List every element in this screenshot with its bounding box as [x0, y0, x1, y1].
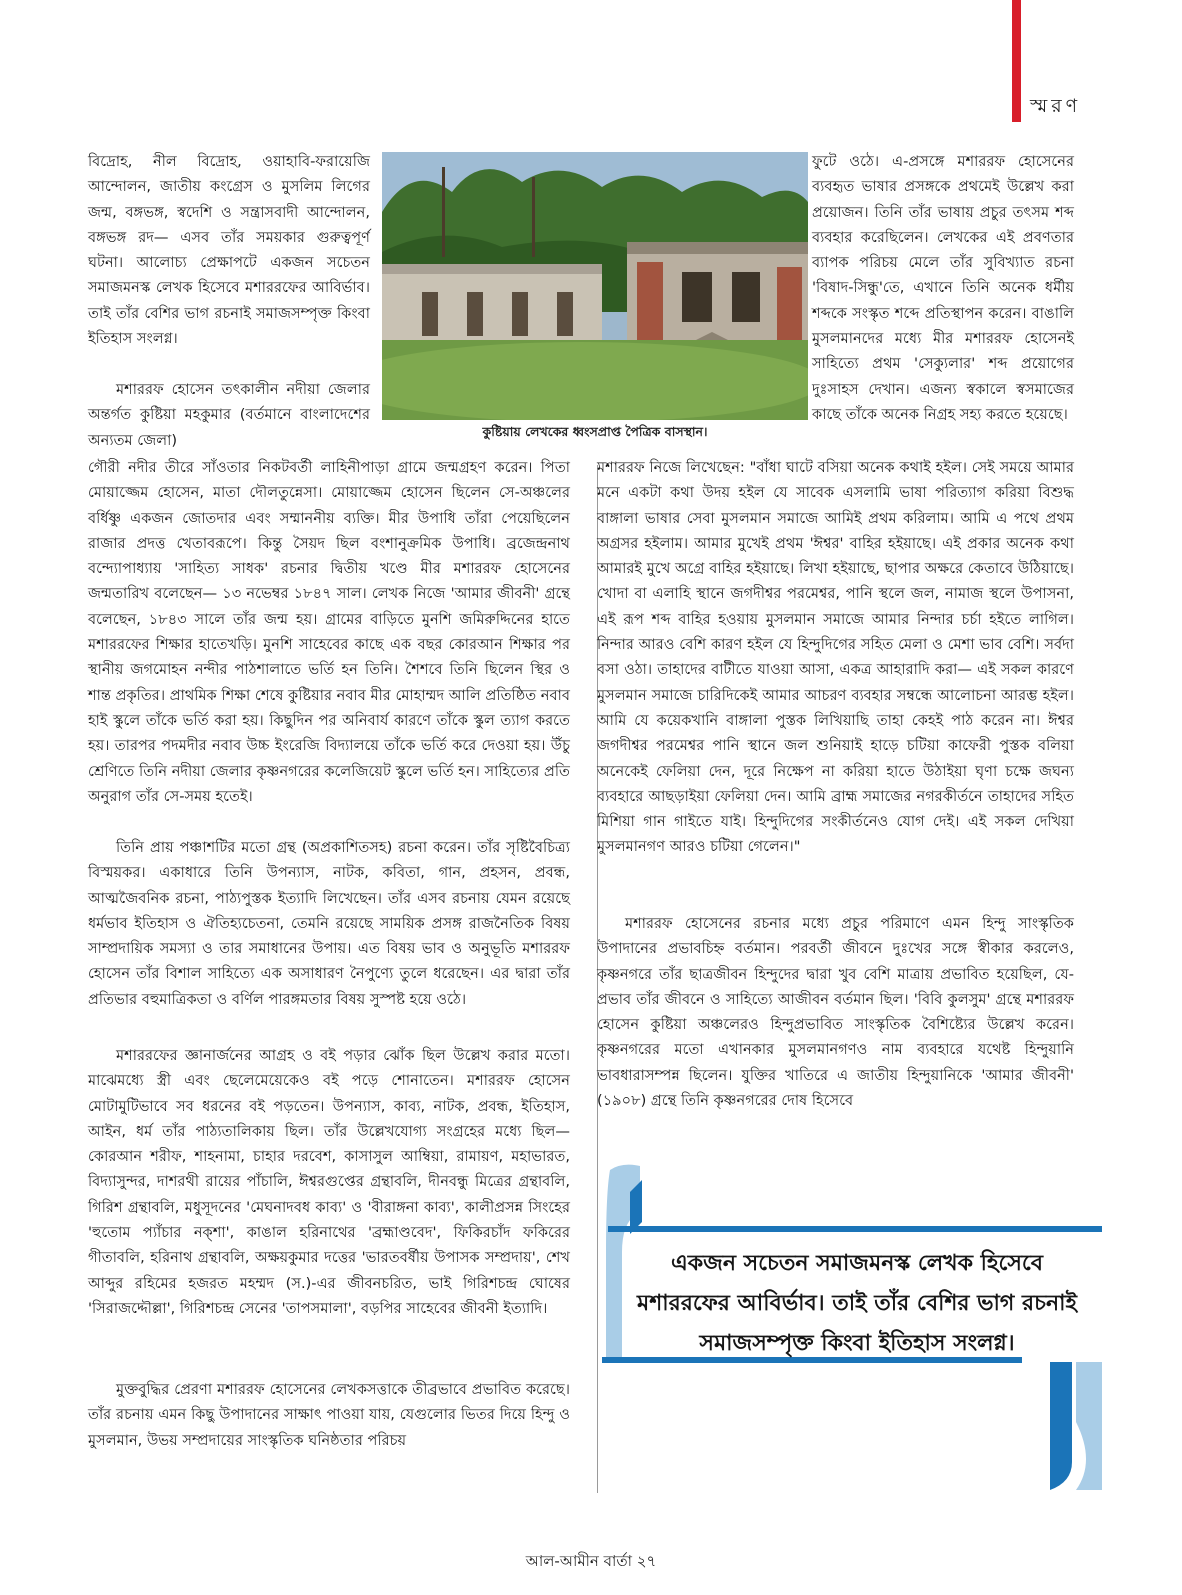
col1-paragraph-5: মুক্তবুদ্ধির প্রেরণা মশাররফ হোসেনের লেখকসত্তাকে তীব্রভাবে প্রভাবিত করেছে। তাঁর রচনায় এমন কিছু উপাদানের সাক্ষাৎ পাওয়া যায়, যেগুলোর ভিতর দিয়ে হিন্দু ও মুসলমান, উভয় সম্প্রদায়ের সাংস্কৃতিক ঘনিষ্ঠতার পরিচয়: [88, 1381, 570, 1449]
pull-quote: [602, 1162, 1100, 1492]
section-color-bar: [1012, 0, 1021, 122]
section-label: স্মরণ: [1030, 95, 1082, 117]
col1-paragraph-4: মশাররফের জ্ঞানার্জনের আগ্রহ ও বই পড়ার ঝোঁক ছিল উল্লেখ করার মতো। মাঝেমধ্যে স্ত্রী এবং ছেলেমেয়েকেও বই পড়ে শোনাতেন। মশাররফ হোসেন মোটামুটিভাবে সব ধরনের বই পড়তেন। উপন্যাস, কাব্য, নাটক, প্রবন্ধ, ইতিহাস, আইন, ধর্ম তাঁর পাঠ্যতালিকায় ছিল। তাঁর উল্লেখযোগ্য সংগ্রহের মধ্যে ছিল— কোরআন শরীফ, শাহনামা, চাহার দরবেশ, কাসাসুল আম্বিয়া, রামায়ণ, মহাভারত, বিদ্যাসুন্দর, দাশরথী রায়ের পাঁচালি, ঈশ্বরগুপ্তের গ্রন্থাবলি, দীনবন্ধু মিত্রের গ্রন্থাবলি, গিরিশ গ্রন্থাবলি, মধুসূদনের 'মেঘনাদবধ কাব্য' ও 'বীরাঙ্গনা কাব্য', কালীপ্রসন্ন সিংহের 'হুতোম প্যাঁচার নক্শা', কাঙাল হরিনাথের 'ব্রহ্মাণ্ডবেদ', ফিকিরচাঁদ ফকিরের গীতাবলি, হরিনাথ গ্রন্থাবলি, অক্ষয়কুমার দত্তের 'ভারতবর্ষীয় উপাসক সম্প্রদায়', শেখ আব্দুর রহিমের হজরত মহম্মদ (স.)-এর জীবনচরিত, ভাই গিরিশচন্দ্র ঘোষের 'সিরাজদ্দৌল্লা', গিরিশচন্দ্র সেনের 'তাপসমালা', বড়পির সাহেবের জীবনী ইত্যাদি।: [88, 1047, 570, 1317]
col1-paragraph-1: বিদ্রোহ, নীল বিদ্রোহ, ওয়াহাবি-ফরায়েজি আন্দোলন, জাতীয় কংগ্রেস ও মুসলিম লিগের জন্ম, বঙ্গভঙ্গ, স্বদেশি ও সন্ত্রাসবাদী আন্দোলন, বঙ্গভঙ্গ রদ— এসব তাঁর সময়কার গুরুত্বপূর্ণ ঘটনা। আলোচ্য প্রেক্ষাপটে একজন সচেতন সমাজমনস্ক লেখক হিসেবে মশাররফের আবির্ভাব। তাই তাঁর বেশির ভাগ রচনাই সমাজসম্পৃক্ত কিংবা ইতিহাস সংলগ্ন।: [88, 153, 370, 348]
page-footer: আল-আমীন বার্তা ২৭: [525, 1552, 657, 1570]
col2-paragraph-2: মশাররফ নিজে লিখেছেন: "বাঁধা ঘাটে বসিয়া অনেক কথাই হইল। সেই সময়ে আমার মনে একটা কথা উদয় হইল যে সাবেক এসলামি ভাষা পরিত্যাগ করিয়া বিশুদ্ধ বাঙ্গালা ভাষার সেবা মুসলমান সমাজে আমিই প্রথম করিলাম। আমি এ পথে প্রথম অগ্রসর হইলাম। আমার মুখেই প্রথম 'ঈশ্বর' বাহির হইয়াছে। এই প্রকার অনেক কথা আমারই মুখে অগ্রে বাহির হইয়াছে। লিখা হইয়াছে, ছাপার অক্ষরে কেতাবে উঠিয়াছে। খোদা বা এলাহি স্থানে জগদীশ্বর পরমেশ্বর, পানি স্থলে জল, নামাজ স্থলে উপাসনা, এই রূপ শব্দ বাহির হওয়ায় মুসলমান সমাজে আমার নিন্দার চর্চা হইতে লাগিল। নিন্দার আরও বেশি কারণ হইল যে হিন্দুদিগের সহিত মেলা ও মেশা ভাব বেশি। সর্বদা বসা ওঠা। তাহাদের বাটীতে যাওয়া আসা, একত্র আহারাদি করা— এই সকল কারণে মুসলমান সমাজে চারিদিকেই আমার আচরণ ব্যবহার সম্বন্ধে আলোচনা আরম্ভ হইল। আমি যে কয়েকখানি বাঙ্গালা পুস্তক লিখিয়াছি তাহা কেহই পাঠ করেন না। ঈশ্বর জগদীশ্বর পরমেশ্বর পানি স্থানে জল শুনিয়াই হাড়ে চটিয়া কাফেরী পুস্তক বলিয়া অনেকেই ফেলিয়া দেন, দূরে নিক্ষেপ না করিয়া হাতে উঠাইয়া ঘৃণা চক্ষে জঘন্য ব্যবহারে আছড়াইয়া ফেলিয়া দেন। আমি ব্রাহ্ম সমাজের নগরকীর্তনে তাহাদের সহিত মিশিয়া গান গাইতে যাই। হিন্দুদিগের সংকীর্তনেও যোগ দেই। এই সকল দেখিয়া মুসলমানগণ আরও চটিয়া গেলেন।": [597, 459, 1074, 856]
col1-paragraph-2-start: মশাররফ হোসেন তৎকালীন নদীয়া জেলার অন্তর্গত কুষ্টিয়া মহকুমার (বর্তমানে বাংলাদেশের অন্যতম জেলা): [88, 381, 370, 449]
col2-paragraph-1: ফুটে ওঠে। এ-প্রসঙ্গে মশাররফ হোসেনের ব্যবহৃত ভাষার প্রসঙ্গকে প্রথমেই উল্লেখ করা প্রয়োজন। তিনি তাঁর ভাষায় প্রচুর তৎসম শব্দ ব্যবহার করেছিলেন। লেখকের এই প্রবণতার ব্যাপক পরিচয় মেলে তাঁর সুবিখ্যাত রচনা 'বিষাদ-সিন্ধু'তে, এখানে তিনি অনেক ধর্মীয় শব্দকে সংস্কৃত শব্দে প্রতিস্থাপন করেন। বাঙালি মুসলমানদের মধ্যে মীর মশাররফ হোসেনই সাহিত্যে প্রথম 'সেক্যুলার' শব্দ প্রয়োগের দুঃসাহস দেখান। এজন্য স্বকালে স্বসমাজের কাছে তাঁকে অনেক নিগ্রহ সহ্য করতে হয়েছে।: [812, 153, 1074, 423]
photo-caption: কুষ্টিয়ায় লেখকের ধ্বংসপ্রাপ্ত পৈত্রিক বাসস্থান।: [482, 424, 708, 439]
col2-paragraph-3: মশাররফ হোসেনের রচনার মধ্যে প্রচুর পরিমাণে এমন হিন্দু সাংস্কৃতিক উপাদানের প্রভাবচিহ্ন বর্তমান। পরবর্তী জীবনে দুঃখের সঙ্গে স্বীকার করলেও, কৃষ্ণনগরে তাঁর ছাত্রজীবন হিন্দুদের দ্বারা খুব বেশি মাত্রায় প্রভাবিত হয়েছিল, যে-প্রভাব তাঁর জীবনে ও সাহিত্যে আজীবন বর্তমান ছিল। 'বিবি কুলসুম' গ্রন্থে মশাররফ হোসেন কুষ্টিয়া অঞ্চলেরও হিন্দুপ্রভাবিত সাংস্কৃতিক বৈশিষ্ট্যের উল্লেখ করেন। কৃষ্ণনগরের মতো এখানকার মুসলমানগণও নাম ব্যবহারে যথেষ্ট হিন্দুয়ানি ভাবধারাসম্পন্ন ছিলেন। যুক্তির খাতিরে এ জাতীয় হিন্দুয়ানিকে 'আমার জীবনী' (১৯০৮) গ্রন্থে তিনি কৃষ্ণনগরের দোষ হিসেবে: [597, 915, 1074, 1110]
col1-paragraph-3: তিনি প্রায় পঞ্চাশটির মতো গ্রন্থ (অপ্রকাশিতসহ) রচনা করেন। তাঁর সৃষ্টিবৈচিত্র্য বিস্ময়কর। একাধারে তিনি উপন্যাস, নাটক, কবিতা, গান, প্রহসন, প্রবন্ধ, আত্মজৈবনিক রচনা, পাঠ্যপুস্তক ইত্যাদি লিখেছেন। তাঁর এসব রচনায় যেমন রয়েছে ধর্মভাব ইতিহাস ও ঐতিহ্যচেতনা, তেমনি রয়েছে সাময়িক প্রসঙ্গ রাজনৈতিক বিষয় সাম্প্রদায়িক সমস্যা ও তার সমাধানের উপায়। এত বিষয় ভাব ও অনুভূতি মশাররফ হোসেন তাঁর বিশাল সাহিত্যে এক অসাধারণ নৈপুণ্যে তুলে ধরেছেন। এর দ্বারা তাঁর প্রতিভার বহুমাত্রিকতা ও বর্ণিল পারঙ্গমতার বিষয় সুস্পষ্ট হয়ে ওঠে।: [88, 839, 570, 1008]
col1-paragraph-2-cont: গৌরী নদীর তীরে সাঁওতার নিকটবর্তী লাহিনীপাড়া গ্রামে জন্মগ্রহণ করেন। পিতা মোয়াজ্জেম হোসেন, মাতা দৌলতুন্নেসা। মোয়াজ্জেম হোসেন ছিলেন সে-অঞ্চলের বর্ধিষ্ণু একজন জোতদার এবং সম্মাননীয় ব্যক্তি। মীর উপাধি তাঁরা পেয়েছিলেন রাজার প্রদত্ত খেতাবরূপে। কিন্তু সৈয়দ ছিল বংশানুক্রমিক উপাধি। ব্রজেন্দ্রনাথ বন্দ্যোপাধ্যায় 'সাহিত্য সাধক' রচনার দ্বিতীয় খণ্ডে মীর মশাররফ হোসেনের জন্মতারিখ বলেছেন— ১৩ নভেম্বর ১৮৪৭ সাল। লেখক নিজে 'আমার জীবনী' গ্রন্থে বলেছেন, ১৮৪৩ সালে তাঁর জন্ম হয়। গ্রামের বাড়িতে মুনশি জমিরুদ্দিনের হাতে মশাররফের শিক্ষার হাতেখড়ি। মুনশি সাহেবের কাছে এক বছর কোরআন শিক্ষার পর স্থানীয় জগমোহন নন্দীর পাঠশালাতে ভর্তি হন তিনি। শৈশবে তিনি ছিলেন স্থির ও শান্ত প্রকৃতির। প্রাথমিক শিক্ষা শেষে কুষ্টিয়ার নবাব মীর মোহাম্মদ আলি প্রতিষ্ঠিত নবাব হাই স্কুলে তাঁকে ভর্তি করা হয়। কিছুদিন পর অনিবার্য কারণে তাঁকে স্কুল ত্যাগ করতে হয়। তারপর পদমদীর নবাব উচ্চ ইংরেজি বিদ্যালয়ে তাঁকে ভর্তি করে দেওয়া হয়। উঁচু শ্রেণিতে তিনি নদীয়া জেলার কৃষ্ণনগরের কলেজিয়েট স্কুলে ভর্তি হন। সাহিত্যের প্রতি অনুরাগ তাঁর সে-সময় হতেই।: [88, 459, 570, 805]
pull-quote-text: একজন সচেতন সমাজমনস্ক লেখক হিসেবে মশাররফের আবির্ভাব। তাই তাঁর বেশির ভাগ রচনাই সমাজসম্পৃক্ত কিংবা ইতিহাস সংলগ্ন।: [637, 1251, 1077, 1356]
ruined-house-photo: [382, 152, 808, 420]
